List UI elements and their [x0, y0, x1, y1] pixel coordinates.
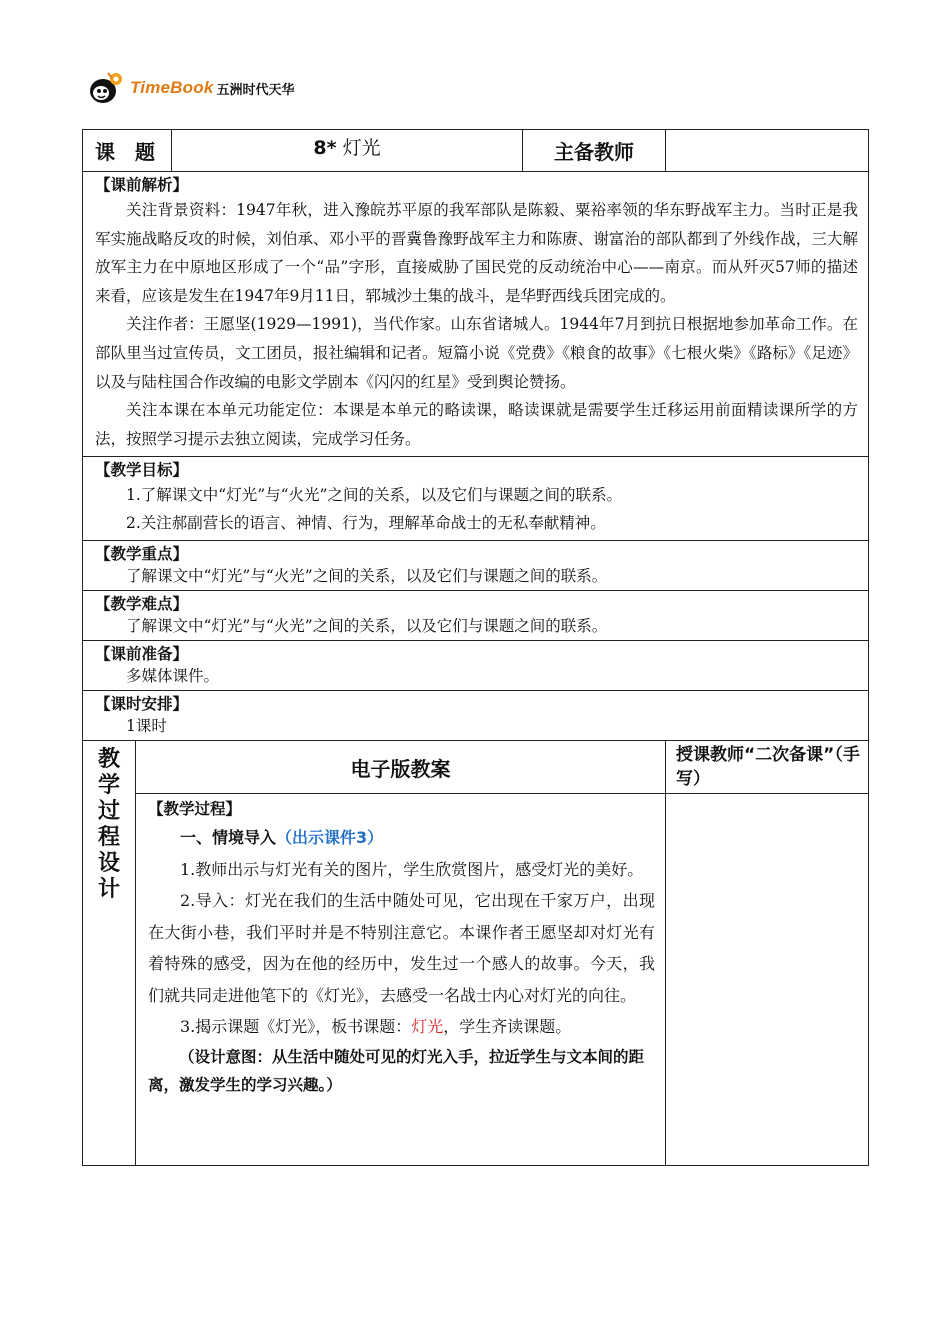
timebook-mascot-icon: [88, 69, 126, 107]
lead-teacher-value: [666, 130, 869, 172]
lesson-title-text: 灯光: [342, 137, 381, 159]
prep-row: [83, 641, 869, 691]
difficulties-row: [83, 591, 869, 641]
lesson-number: 8*: [313, 137, 337, 159]
side-char: 计: [97, 877, 120, 903]
difficulties-heading: 【教学难点】: [95, 595, 189, 614]
handwrite-area[interactable]: [666, 794, 869, 1166]
keypoints-text: 了解课文中“灯光”与“火光”之间的关系，以及它们与课题之间的联系。: [126, 567, 608, 586]
goal-item: 2.关注郝副营长的语言、神情、行为，理解革命战士的无私奉献精神。: [126, 514, 606, 533]
header-row: [83, 130, 869, 172]
process-heading: 【教学过程】: [148, 800, 242, 819]
topic-label: 课 题: [83, 130, 172, 172]
process-paragraph: 1.教师出示与灯光有关的图片，学生欣赏图片，感受灯光的美好。: [180, 859, 644, 879]
lesson-title: [172, 130, 523, 172]
preclass-paragraph: 关注作者：王愿坚(1929—1991)，当代作家。山东省诸城人。1944年7月到抗日根据地参加革命工作。在部队里当过宣传员，文工团员，报社编辑和记者。短篇小说《党费》《粮食的故事》《七根火柴》《路标》《足迹》以及与陆柱国合作改编的电影文学剧本《闪闪的红星》受到舆论赞扬。: [95, 315, 858, 391]
lesson-plan-table: [82, 129, 869, 1166]
schedule-text: 1课时: [126, 717, 167, 736]
side-char: 学: [97, 773, 120, 799]
section1-title: [148, 822, 655, 854]
keypoints-row: [83, 541, 869, 591]
handwrite-label: 授课教师“二次备课”（手写）: [666, 741, 869, 794]
side-char: 程: [97, 825, 120, 851]
preclass-row: [83, 172, 869, 457]
section1-title-text: 一、情境导入: [180, 828, 277, 848]
schedule-row: [83, 691, 869, 741]
goals-heading: 【教学目标】: [95, 461, 189, 480]
preclass-paragraph: 关注本课在本单元功能定位：本课是本单元的略读课，略读课就是需要学生迁移运用前面精读课所学的方法，按照学习提示去独立阅读，完成学习任务。: [95, 401, 858, 448]
logo-company-text: 五洲时代天华: [216, 82, 295, 98]
preclass-paragraph: 关注背景资料：1947年秋，进入豫皖苏平原的我军部队是陈毅、粟裕率领的华东野战军主力。当时正是我军实施战略反攻的时候，刘伯承、邓小平的晋冀鲁豫野战军主力和陈赓、谢富治的部队都到了外线作战，三大解放军主力在中原地区形成了一个“品”字形，直接威胁了国民党的反动统治中心——南京。而从歼灭57师的描述来看，应该是发生在1947年9月11日，郓城沙土集的战斗，是华野西线兵团完成的。: [95, 201, 858, 305]
ebook-plan-label: 电子版教案: [136, 741, 666, 794]
side-char: 过: [97, 799, 120, 825]
process-paragraph-3: [148, 1011, 655, 1043]
goals-row: [83, 457, 869, 541]
design-intent: （设计意图：从生活中随处可见的灯光入手，拉近学生与文本间的距离，激发学生的学习兴趣。）: [148, 1047, 645, 1094]
process-content-row: [83, 794, 869, 1166]
side-char: 设: [97, 851, 120, 877]
process-header-row: [83, 741, 869, 794]
schedule-heading: 【课时安排】: [95, 695, 189, 714]
logo-brand-text: TimeBook: [130, 78, 214, 97]
process-paragraph: 2.导入：灯光在我们的生活中随处可见，它出现在千家万户，出现在大街小巷，我们平时并是不特别注意它。本课作者王愿坚却对灯光有着特殊的感受，因为在他的经历中，发生过一个感人的故事。今天，我们就共同走进他笔下的《灯光》，去感受一名战士内心对灯光的向往。: [148, 891, 655, 1005]
goal-item: 1.了解课文中“灯光”与“火光”之间的关系，以及它们与课题之间的联系。: [126, 486, 622, 505]
board-title-red: 灯光: [411, 1017, 444, 1037]
keypoints-heading: 【教学重点】: [95, 545, 189, 564]
preclass-heading: 【课前解析】: [95, 176, 189, 194]
prep-heading: 【课前准备】: [95, 645, 189, 664]
timebook-logo: [88, 68, 295, 108]
prep-text: 多媒体课件。: [126, 667, 220, 686]
p3-before: 3.揭示课题《灯光》，板书课题：: [180, 1017, 412, 1037]
section1-note: （出示课件3）: [276, 828, 384, 848]
difficulties-text: 了解课文中“灯光”与“火光”之间的关系，以及它们与课题之间的联系。: [126, 617, 608, 636]
p3-after: ，学生齐读课题。: [443, 1017, 572, 1037]
side-char: 教: [97, 747, 120, 773]
lead-teacher-label: 主备教师: [523, 130, 666, 172]
process-side-label: [83, 741, 136, 1166]
